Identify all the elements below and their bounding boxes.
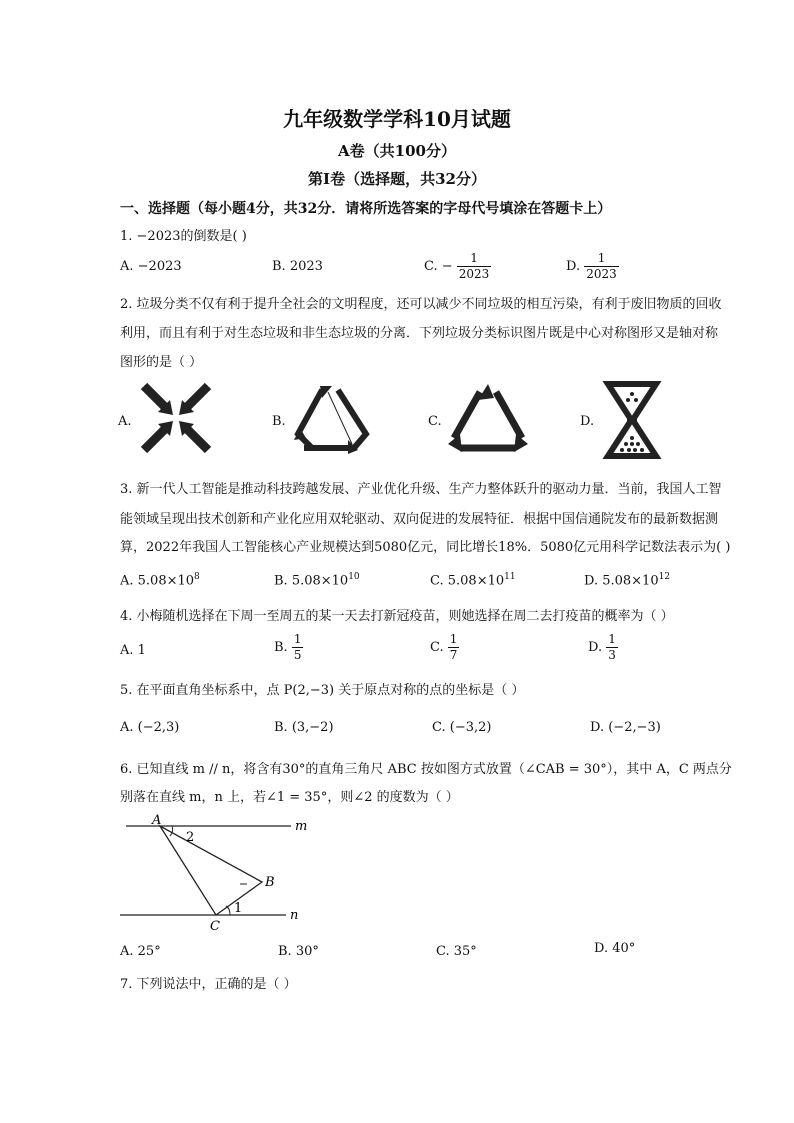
- label-angle-2: 2: [186, 830, 195, 845]
- q3-option-d: D. $5.08\times 10^{12}$: [584, 572, 671, 589]
- q1-d-denominator: 2023: [586, 267, 617, 281]
- q4-option-d: D. $\frac{1}{3}$: [588, 632, 616, 662]
- q1-option-c-fraction: [457, 251, 492, 282]
- part-heading: 第Ⅰ卷（选择题，共32分）: [308, 170, 486, 188]
- q4-option-c: C. $\frac{1}{7}$: [430, 632, 458, 662]
- q3-line1: 3. 新一代人工智能是推动科技跨越发展、产业优化升级、生产力整体跃升的驱动力量．当前，我国人工智: [120, 482, 722, 497]
- q5-option-a: A. (−2,3): [120, 720, 180, 735]
- q6-option-d: D. 40°: [594, 941, 636, 956]
- q2-option-c-label: C.: [428, 414, 442, 429]
- section-heading: 一、选择题（每小题4分，共32分．请将所选答案的字母代号填涂在答题卡上）: [120, 201, 612, 217]
- q4-option-b: B. $\frac{1}{5}$: [274, 632, 302, 662]
- q2-line3: 图形的是（ ）: [120, 355, 203, 370]
- q1-d-numerator: 1: [597, 251, 606, 265]
- q6-figure: [116, 814, 316, 934]
- q5-option-d: D. (−2,−3): [590, 720, 661, 735]
- q5-option-b: B. (3,−2): [274, 720, 334, 735]
- label-n: n: [290, 908, 299, 923]
- q5-stem: 5. 在平面直角坐标系中，点 P(2,−3) 关于原点对称的点的坐标是（ ）: [120, 683, 525, 698]
- q4-option-a: A. 1: [120, 643, 146, 658]
- q3-option-b: B. $5.08\times 10^{10}$: [274, 572, 360, 589]
- volume-heading: A卷（共100分）: [338, 142, 456, 160]
- q2-option-b-label: B.: [272, 414, 286, 429]
- q6-option-a: A. 25°: [120, 944, 161, 959]
- q3-option-a: A. $5.08\times 10^8$: [120, 572, 200, 589]
- q3-line3: 算，2022年我国人工智能核心产业规模达到5080亿元，同比增长18%．5080亿元用科学记数法表示为( ): [120, 540, 731, 555]
- q5-option-c: C. (−3,2): [432, 720, 492, 735]
- q1-option-d-fraction: [584, 251, 619, 282]
- q2-option-d-label: D.: [580, 414, 595, 429]
- page-title: 九年级数学学科10月试题: [283, 107, 511, 131]
- q1-option-c-prefix: C. −: [424, 259, 453, 274]
- q2-option-a-label: A.: [118, 414, 132, 429]
- recycle-triangle-icon: [292, 382, 372, 456]
- q2-line1: 2. 垃圾分类不仅有利于提升全社会的文明程度，还可以减少不同垃圾的相互污染，有利于废旧物质的回收: [120, 297, 722, 312]
- q3-option-c: C. $5.08\times 10^{11}$: [430, 572, 516, 589]
- q1-c-numerator: 1: [470, 251, 478, 265]
- q1-option-d-prefix: D.: [566, 259, 581, 274]
- q6-line1: 6. 已知直线 m // n，将含有30°的直角三角尺 ABC 按如图方式放置（∠CAB = 30°），其中 A，C 两点分: [120, 762, 732, 777]
- q1-option-b: B. 2023: [272, 259, 323, 274]
- q1-option-d: [566, 251, 619, 282]
- q6-option-b: B. 30°: [278, 944, 319, 959]
- label-A: A: [152, 814, 162, 828]
- q3-line2: 能领域呈现出技术创新和产业化应用双轮驱动、双向促进的发展特征．根据中国信通院发布的最新数据测: [120, 512, 719, 527]
- label-angle-1: 1: [234, 901, 243, 916]
- label-m: m: [295, 819, 308, 834]
- four-arrows-inward-icon: [140, 382, 212, 454]
- q1-option-a: A. −2023: [120, 259, 182, 274]
- q1-option-c: [424, 251, 491, 282]
- q1-c-denominator: 2023: [458, 267, 490, 281]
- label-C: C: [210, 919, 220, 934]
- q6-option-c: C. 35°: [436, 944, 477, 959]
- q4-stem: 4. 小梅随机选择在下周一至周五的某一天去打新冠疫苗，则她选择在周二去打疫苗的概率为（ ）: [120, 609, 674, 624]
- label-B: B: [265, 875, 275, 890]
- q1-stem: 1. −2023的倒数是( ): [120, 229, 247, 244]
- q6-line2: 别落在直线 m，n 上，若∠1 = 35°，则∠2 的度数为（ ）: [120, 790, 459, 805]
- triangle-abc: [160, 826, 262, 915]
- q7-stem: 7. 下列说法中，正确的是（ ）: [120, 977, 297, 992]
- recycle-symbol-icon: [446, 382, 530, 456]
- q2-line2: 利用，而且有利于对生态垃圾和非生态垃圾的分离．下列垃圾分类标识图片既是中心对称图形又是轴对称: [120, 326, 719, 341]
- hourglass-icon: [602, 380, 662, 460]
